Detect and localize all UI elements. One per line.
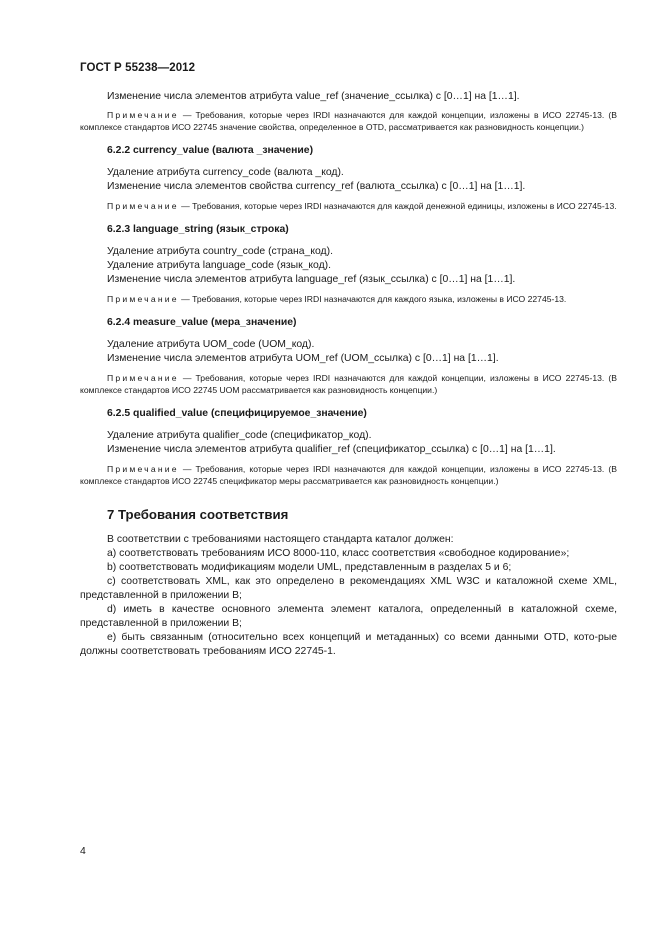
- note: [80, 463, 617, 487]
- note-text: — Требования, которые через IRDI назначаются для каждой концепции, изложены в ИСО 22745-13. (В комплексе стандартов ИСО 22745 UOM рассматривается как разновидность концепции.): [80, 373, 617, 395]
- note-text: — Требования, которые через IRDI назначаются для каждого языка, изложены в ИСО 22745-13.: [178, 294, 567, 304]
- paragraph: Удаление атрибута qualifier_code (спецификатор_код).: [107, 430, 372, 441]
- paragraph: Удаление атрибута country_code (страна_код).: [107, 246, 333, 257]
- note-label: Примечание: [107, 373, 179, 383]
- list-item: а) соответствовать требованиям ИСО 8000-110, класс соответствия «свободное кодирование»;: [107, 548, 570, 559]
- paragraph: Изменение числа элементов атрибута value_ref (значение_ссылка) с [0…1] на [1…1].: [107, 91, 520, 102]
- note: [80, 293, 617, 305]
- section-heading: 6.2.4 measure_value (мера_значение): [107, 317, 297, 328]
- paragraph: Изменение числа элементов атрибута qualifier_ref (спецификатор_ссылка) с [0…1] на [1…1].: [107, 444, 556, 455]
- paragraph: Удаление атрибута language_code (язык_код).: [107, 260, 332, 271]
- note: [80, 372, 617, 396]
- paragraph: Изменение числа элементов атрибута language_ref (язык_ссылка) с [0…1] на [1…1].: [107, 274, 516, 285]
- page-number: 4: [80, 846, 86, 857]
- note-label: Примечание: [107, 110, 179, 120]
- section-heading: 6.2.3 language_string (язык_строка): [107, 224, 289, 235]
- paragraph: В соответствии с требованиями настоящего стандарта каталог должен:: [107, 534, 454, 545]
- paragraph: Изменение числа элементов свойства currency_ref (валюта_ссылка) с [0…1] на [1…1].: [107, 181, 526, 192]
- paragraph: Удаление атрибута currency_code (валюта _код).: [107, 167, 344, 178]
- note-text: — Требования, которые через IRDI назначаются для каждой денежной единицы, изложены в ИСО 22745-13.: [178, 201, 617, 211]
- document-body: [80, 90, 617, 659]
- list-item: c) соответствовать XML, как это определено в рекомендациях XML W3C и каталожной схеме XML, представленной в приложении В;: [80, 576, 617, 601]
- note-label: Примечание: [107, 294, 179, 304]
- section-heading: 6.2.2 currency_value (валюта _значение): [107, 145, 314, 156]
- note-text: — Требования, которые через IRDI назначаются для каждой концепции, изложены в ИСО 22745-13. (В комплексе стандартов ИСО 22745 значение свойства, определенное в OTD, рассматривается как разновидность концепции.): [80, 110, 617, 132]
- paragraph: Изменение числа элементов атрибута UOM_ref (UOM_ссылка) с [0…1] на [1…1].: [107, 353, 499, 364]
- section-title: 7 Требования соответствия: [107, 507, 289, 522]
- note-label: Примечание: [107, 201, 179, 211]
- note-label: Примечание: [107, 464, 179, 474]
- note-text: — Требования, которые через IRDI назначаются для каждой концепции, изложены в ИСО 22745-13. (В комплексе стандартов ИСО 22745 спецификатор меры рассматривается как разновидность концепции.): [80, 464, 617, 486]
- paragraph: Удаление атрибута UOM_code (UOM_код).: [107, 339, 315, 350]
- note: [80, 109, 617, 133]
- note: [80, 200, 617, 212]
- list-item: b) соответствовать модификациям модели UML, представленным в разделах 5 и 6;: [107, 562, 512, 573]
- list-item: е) быть связанным (относительно всех концепций и метаданных) со всеми данными OTD, кото-рые должны соответствовать требованиям ИСО 22745-1.: [80, 632, 617, 657]
- document-header: ГОСТ Р 55238—2012: [80, 62, 196, 74]
- list-item: d) иметь в качестве основного элемента элемент каталога, определенный в каталожной схеме, представленной в приложении В;: [80, 604, 617, 629]
- section-heading: 6.2.5 qualified_value (специфицируемое_значение): [107, 408, 367, 419]
